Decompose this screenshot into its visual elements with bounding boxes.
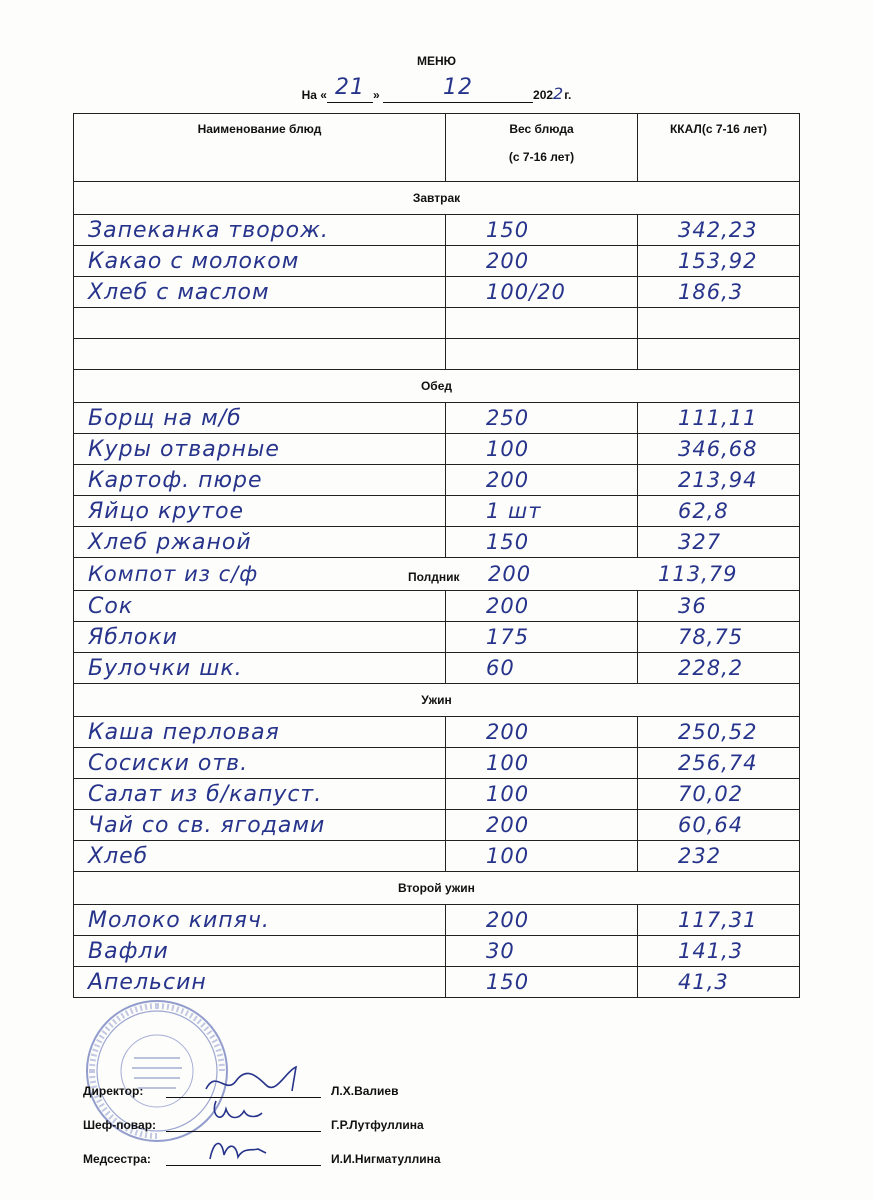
table-row: Чай со св. ягодами 200 60,64 <box>74 810 800 841</box>
table-header <box>74 114 800 182</box>
menu-title: МЕНЮ <box>416 54 457 68</box>
date-month-field <box>383 75 533 103</box>
date-mid: » <box>372 88 380 102</box>
snack-extra-weight: 200 <box>488 562 532 586</box>
table-row-empty <box>74 339 800 370</box>
table-row: Вафли 30 141,3 <box>74 936 800 967</box>
table-row: Картоф. пюре 200 213,94 <box>74 465 800 496</box>
snack-label: Полдник <box>408 570 460 584</box>
table-row: Хлеб с маслом 100/20 186,3 <box>74 277 800 308</box>
date-month: 12 <box>443 75 474 100</box>
table-row-empty <box>74 308 800 339</box>
snack-extra-dish: Компот из с/ф <box>88 562 259 586</box>
snack-extra-kcal: 113,79 <box>658 562 738 586</box>
table-row: Яйцо крутое 1 шт 62,8 <box>74 496 800 527</box>
section-lunch: Обед <box>74 370 800 403</box>
table-row: Сосиски отв. 100 256,74 <box>74 748 800 779</box>
menu-date <box>0 75 873 103</box>
signatures <box>83 1064 441 1166</box>
date-year-digit: 2 <box>553 84 565 103</box>
header-weight: Вес блюда (с 7-16 лет) <box>446 114 638 182</box>
signature-director: Директор: Л.Х.Валиев <box>83 1064 441 1098</box>
header-dish: Наименование блюд <box>74 114 446 182</box>
signature-scrawl-icon <box>196 1129 286 1169</box>
table-row: Борщ на м/б 250 111,11 <box>74 403 800 434</box>
table-row: Какао с молоком 200 153,92 <box>74 246 800 277</box>
date-day-field <box>327 75 373 103</box>
table-row: Хлеб 100 232 <box>74 841 800 872</box>
section-breakfast: Завтрак <box>74 182 800 215</box>
table-row: Сок 200 36 <box>74 591 800 622</box>
table-row: Яблоки 175 78,75 <box>74 622 800 653</box>
signature-nurse: Медсестра: И.И.Нигматуллина <box>83 1132 441 1166</box>
table-row: Булочки шк. 60 228,2 <box>74 653 800 684</box>
table-row: Запеканка творож. 150 342,23 <box>74 215 800 246</box>
table-row: Хлеб ржаной 150 327 <box>74 527 800 558</box>
table-row: Салат из б/капуст. 100 70,02 <box>74 779 800 810</box>
section-snack <box>74 558 800 591</box>
section-second-dinner: Второй ужин <box>74 872 800 905</box>
table-row: Апельсин 150 41,3 <box>74 967 800 998</box>
header-kcal: ККАЛ(с 7-16 лет) <box>638 114 800 182</box>
date-day: 21 <box>334 75 365 100</box>
table-row: Молоко кипяч. 200 117,31 <box>74 905 800 936</box>
date-year-prefix: 202 <box>533 88 554 102</box>
section-dinner: Ужин <box>74 684 800 717</box>
table-row: Каша перловая 200 250,52 <box>74 717 800 748</box>
table-row: Куры отварные 100 346,68 <box>74 434 800 465</box>
menu-table <box>73 113 800 998</box>
signature-chef: Шеф-повар: Г.Р.Лутфуллина <box>83 1098 441 1132</box>
date-prefix: На « <box>301 88 327 102</box>
date-suffix: г. <box>564 88 572 102</box>
